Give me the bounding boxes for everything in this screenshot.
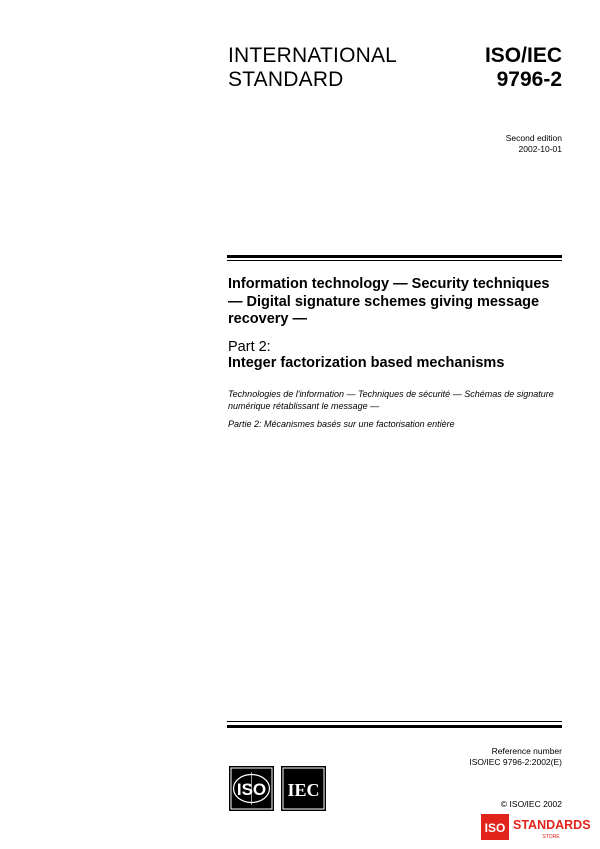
copyright-notice: © ISO/IEC 2002 bbox=[500, 799, 562, 809]
store-badge-mark: ISO bbox=[484, 821, 506, 835]
title-rule-thin bbox=[227, 260, 562, 261]
iso-logo bbox=[229, 766, 274, 811]
edition-label: Second edition bbox=[505, 133, 562, 143]
store-badge[interactable] bbox=[481, 812, 593, 842]
footer-rule-thin bbox=[227, 721, 562, 722]
designation-line1: ISO/IEC bbox=[484, 44, 562, 67]
french-part-title: Partie 2: Mécanismes basés sur une factorisation entière bbox=[228, 419, 455, 429]
french-title: Technologies de l'information — Techniques de sécurité — Schémas de signature numérique rétablissant le message — bbox=[228, 389, 554, 411]
store-badge-label: STANDARDS bbox=[513, 818, 591, 832]
store-badge-sub: STORE bbox=[542, 834, 560, 840]
document-designation bbox=[485, 44, 562, 92]
title-rule-thick bbox=[227, 255, 562, 258]
footer-rule-thick bbox=[227, 725, 562, 728]
part-title: Integer factorization based mechanisms bbox=[228, 355, 505, 371]
designation-line2: 9796-2 bbox=[496, 68, 562, 91]
edition-date: 2002-10-01 bbox=[518, 144, 562, 154]
iso-logo-text: ISO bbox=[236, 780, 267, 799]
reference-number: ISO/IEC 9796-2:2002(E) bbox=[469, 757, 562, 767]
reference-info bbox=[469, 746, 562, 768]
document-type-line2: STANDARD bbox=[228, 68, 344, 91]
document-type bbox=[228, 44, 397, 92]
iec-logo-text: IEC bbox=[287, 780, 320, 800]
part-label: Part 2: bbox=[228, 339, 271, 355]
document-type-line1: INTERNATIONAL bbox=[228, 44, 398, 67]
reference-label: Reference number bbox=[491, 746, 562, 756]
edition-info bbox=[506, 133, 562, 155]
main-title: Information technology — Security techniques — Digital signature schemes giving message recovery — bbox=[228, 276, 550, 327]
iec-logo bbox=[281, 766, 326, 811]
